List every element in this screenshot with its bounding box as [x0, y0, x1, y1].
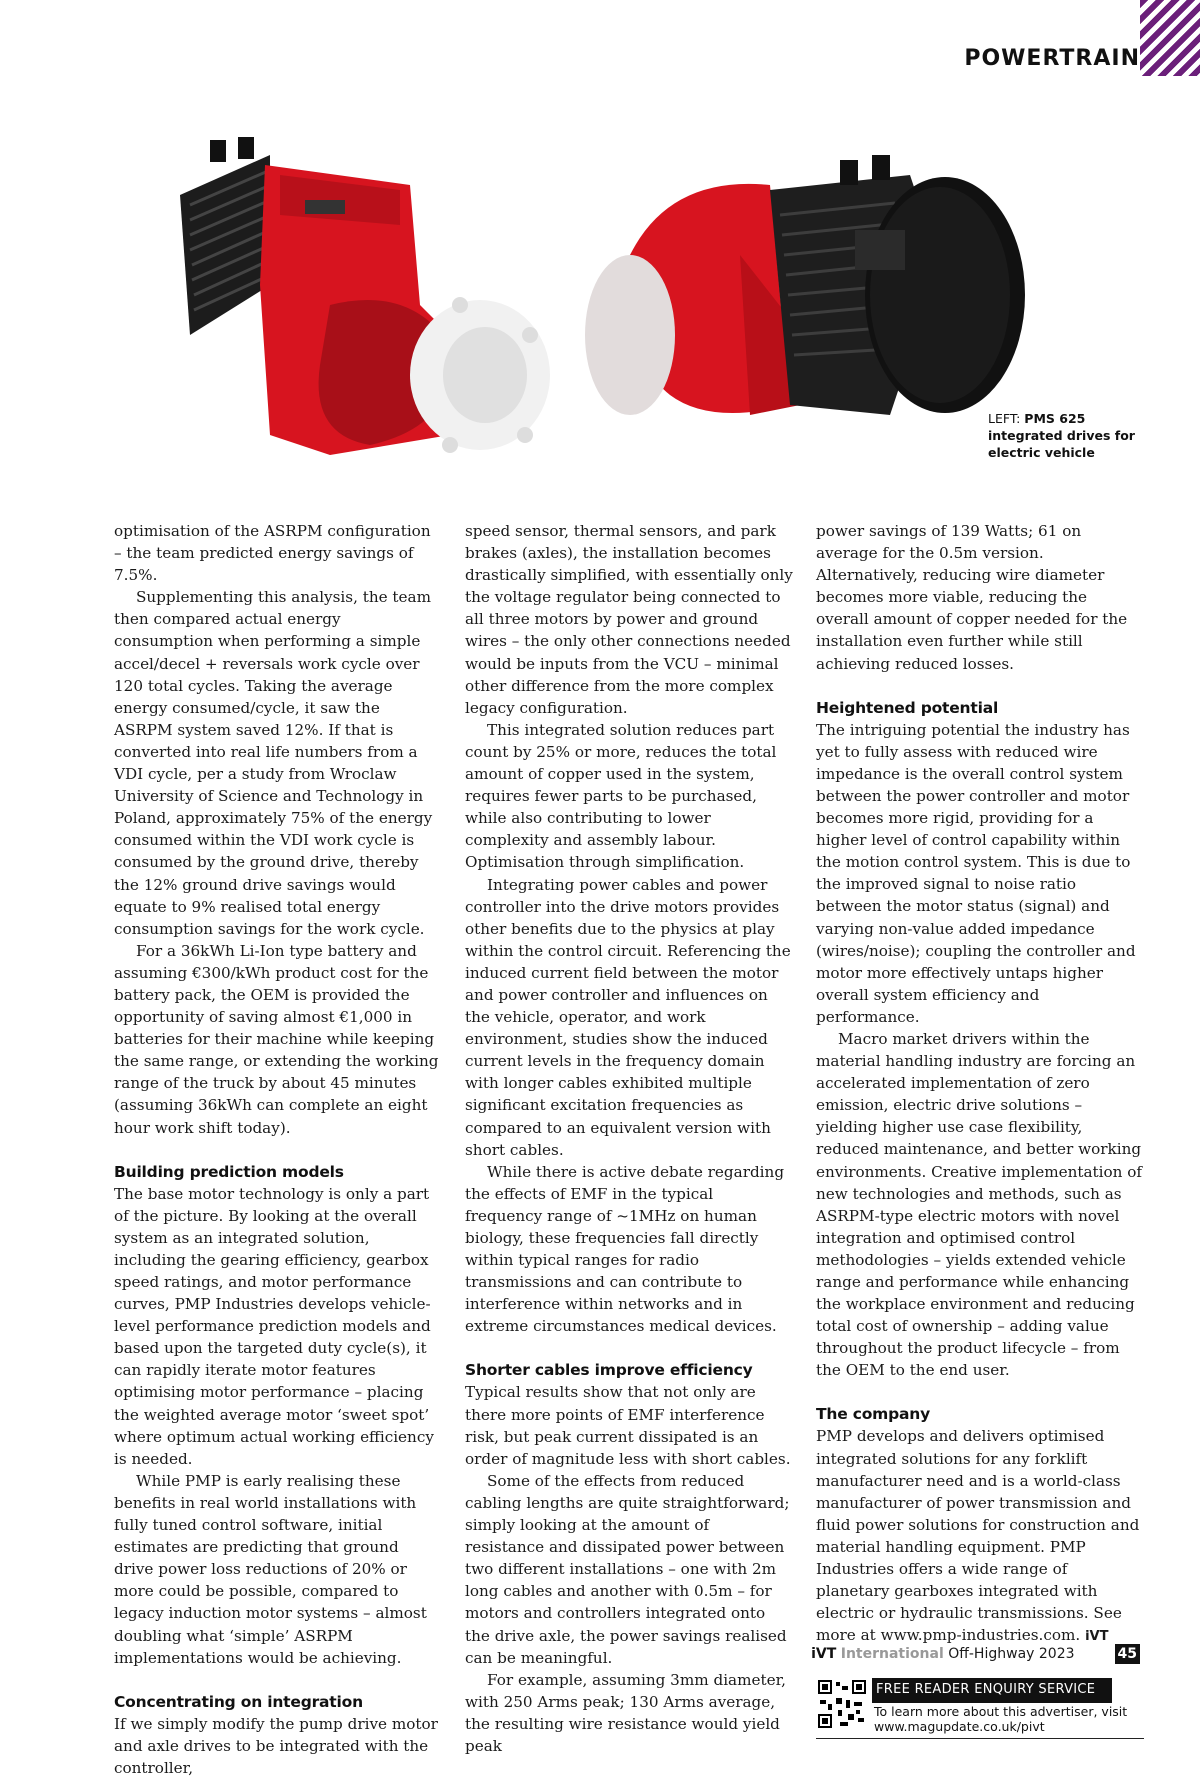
subheading: The company	[816, 1405, 930, 1424]
paragraph: For example, assuming 3mm diameter, with 250 Arms peak; 130 Arms average, the resulting wire resistance would yield peak	[465, 1670, 787, 1755]
paragraph: optimisation of the ASRPM configuration – the team predicted energy savings of 7.5%.	[114, 522, 431, 585]
subheading: Heightened potential	[816, 698, 999, 717]
subheading: Concentrating on integration	[114, 1692, 363, 1711]
paragraph: Typical results show that not only are there more points of EMF interference risk, but peak current dissipated is an order of magnitude less with short cables.	[465, 1383, 791, 1468]
paragraph: The intriguing potential the industry has yet to fully assess with reduced wire impedance is the overall control system between the power controller and motor becomes more rigid, providing for a higher level of control capability within the motion control system. This is due to the improved signal to noise ratio between the motor status (signal) and varying non-value added impedance (wires/noise); coupling the controller and motor more effectively untaps higher overall system efficiency and performance.	[816, 720, 1136, 1026]
caption-lead: LEFT:	[988, 411, 1021, 426]
right-drive-unit	[585, 155, 1025, 435]
subheading: Building prediction models	[114, 1162, 344, 1181]
section-title: POWERTRAIN	[964, 46, 1140, 71]
paragraph: The base motor technology is only a part of the picture. By looking at the overall system as an integrated solution, including the gearing efficiency, gearbox speed ratings, and motor performance curves, PMP Industries develops vehicle-level performance prediction models and based upon the targeted duty cycle(s), it can rapidly iterate motor features optimising motor performance – placing the weighted average motor ‘sweet spot’ where optimum actual working efficiency is needed.	[114, 1184, 434, 1468]
paragraph: Macro market drivers within the material handling industry are forcing an accelerated implementation of zero emission, electric drive solutions – yielding higher use case flexibility, reduced maintenance, and better working environments. Creative implementation of new technologies and methods, such as ASRPM-type electric motors with novel integration and optimised control methodologies – yields extended vehicle range and performance while enhancing the workplace environment and reducing total cost of ownership – adding value throughout the product lifecycle – from the OEM to the end user.	[816, 1029, 1143, 1380]
brand: iVT	[811, 1646, 837, 1662]
paragraph: Supplementing this analysis, the team then compared actual energy consumption when performing a simple accel/decel + reversals work cycle over 120 total cycles. Taking the average energy consumed/cycle, it saw the ASRPM system saved 12%. If that is converted into real life numbers from a VDI cycle, per a study from Wroclaw University of Science and Technology in Poland, approximately 75% of the energy consumed within the VDI work cycle is consumed by the ground drive, thereby the 12% ground drive savings would equate to 9% realised total energy consumption savings for the work cycle.	[114, 588, 433, 938]
enquiry-link[interactable]: To learn more about this advertiser, visit www.magupdate.co.uk/pivt	[874, 1703, 1128, 1734]
paragraph: While there is active debate regarding the effects of EMF in the typical frequency range of ~1MHz on human biology, these frequencies fall directly within typical ranges for radio transmissions and can contribute to interference within networks and in extreme circumstances medical devices.	[465, 1162, 785, 1336]
paragraph: Some of the effects from reduced cabling lengths are quite straightforward; simply looking at the amount of resistance and dissipated power between two different installations – one with 2m long cables and another with 0.5m – for motors and controllers integrated onto the drive axle, the power savings realised can be meaningful.	[465, 1471, 790, 1667]
column-1	[114, 520, 442, 1779]
qr-code-icon[interactable]	[816, 1678, 868, 1730]
left-drive-unit	[180, 137, 550, 455]
enquiry-text	[872, 1678, 1144, 1734]
edition: Off-Highway 2023	[948, 1646, 1075, 1662]
paragraph: Integrating power cables and power controller into the drive motors provides other benefits due to the physics at play within the control circuit. Referencing the induced current field between the motor and power controller and influences on the vehicle, operator, and work environment, studies show the induced current levels in the frequency domain with longer cables exhibited multiple significant excitation frequencies as compared to an equivalent version with short cables.	[465, 875, 791, 1159]
product-photo	[150, 135, 1050, 475]
header-stripe-decoration	[1140, 0, 1200, 76]
page-number: 45	[1115, 1644, 1140, 1664]
section-header	[964, 46, 1140, 71]
paragraph: If we simply modify the pump drive motor and axle drives to be integrated with the controller,	[114, 1714, 438, 1777]
reader-enquiry-box	[816, 1678, 1144, 1738]
paragraph: For a 36kWh Li-Ion type battery and assuming €300/kWh product cost for the battery pack, the OEM is provided the opportunity of saving almost €1,000 in batteries for their machine while keeping the same range, or extending the working range of the truck by about 45 minutes (assuming 36kWh can complete an eight hour work shift today).	[114, 941, 439, 1137]
paragraph	[816, 1425, 1144, 1648]
column-2	[465, 520, 793, 1779]
paragraph: While PMP is early realising these benefits in real world installations with fully tuned control software, initial estimates are predicting that ground drive power loss reductions of 20% or more could be possible, compared to legacy induction motor systems – almost doubling what ‘simple’ ASRPM implementations would be achieving.	[114, 1471, 427, 1667]
column-3	[816, 520, 1144, 1779]
paragraph: This integrated solution reduces part count by 25% or more, reduces the total amount of copper used in the system, requires fewer parts to be purchased, while also contributing to lower complexity and assembly labour. Optimisation through simplification.	[465, 720, 777, 872]
page-footer	[811, 1644, 1140, 1664]
company-text: PMP develops and delivers optimised integrated solutions for any forklift manufacturer need and is a world-class manufacturer of power transmission and fluid power solutions for construction and material handling equipment. PMP Industries offers a wide range of planetary gearboxes integrated with electric or hydraulic transmissions. See more at www.pmp-industries.com.	[816, 1427, 1140, 1645]
subheading: Shorter cables improve efficiency	[465, 1361, 753, 1380]
article-body	[114, 520, 1144, 1779]
enquiry-title: FREE READER ENQUIRY SERVICE	[872, 1678, 1112, 1702]
brand-rest: International	[840, 1646, 944, 1662]
caption-text: PMS 625 integrated drives for electric vehicle	[988, 411, 1135, 460]
photo-caption	[988, 410, 1158, 461]
end-tag: iVT	[1085, 1629, 1109, 1645]
paragraph: power savings of 139 Watts; 61 on average for the 0.5m version. Alternatively, reducing wire diameter becomes more viable, reducing the overall amount of copper needed for the installation even further while still achieving reduced losses.	[816, 522, 1128, 673]
magazine-name	[811, 1646, 1074, 1662]
paragraph: speed sensor, thermal sensors, and park brakes (axles), the installation becomes drastically simplified, with essentially only the voltage regulator being connected to all three motors by power and ground wires – the only other connections needed would be inputs from the VCU – minimal other difference from the more complex legacy configuration.	[465, 522, 793, 717]
